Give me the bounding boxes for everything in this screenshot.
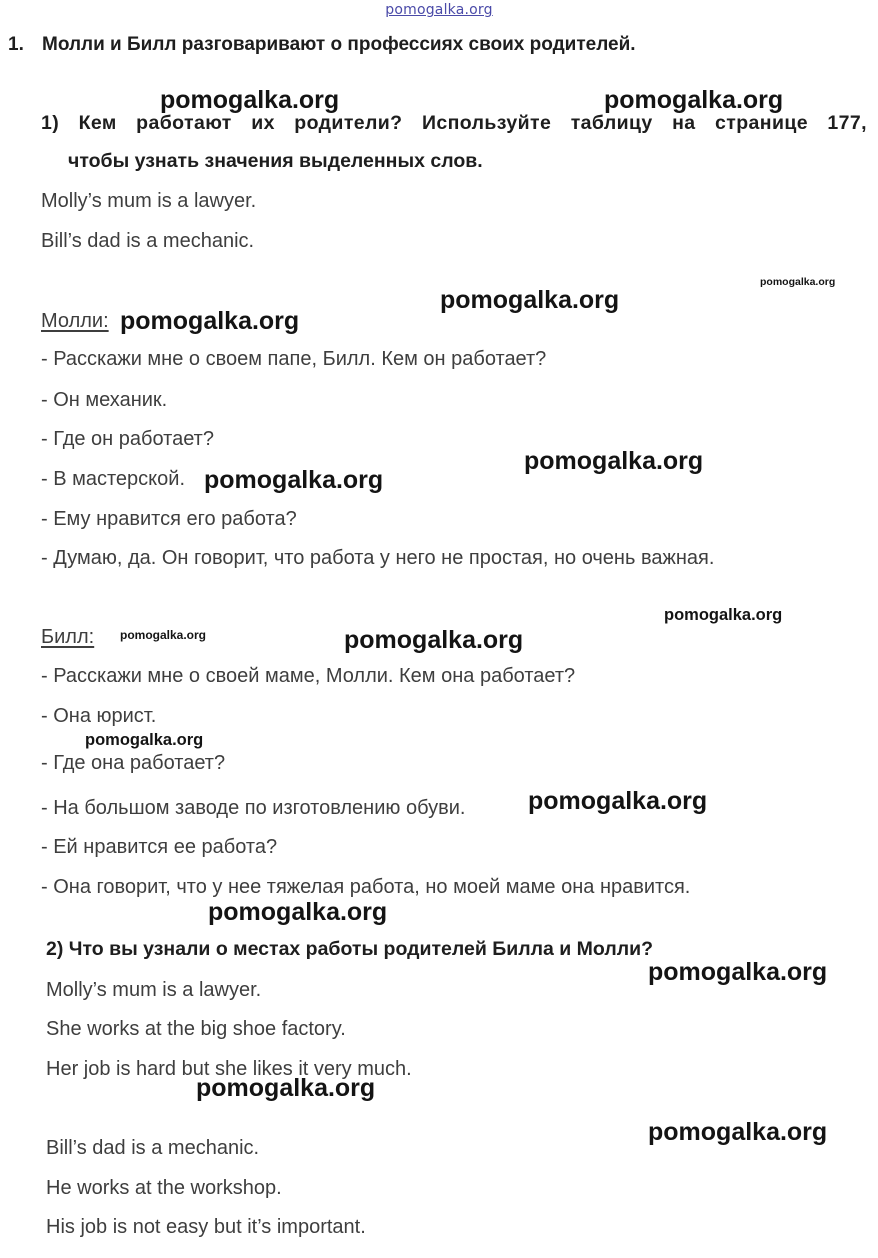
part1-answer-1: Molly’s mum is a lawyer. [41, 190, 257, 212]
watermark: pomogalka.org [440, 286, 620, 314]
molly-line-3: - Где он работает? [41, 428, 214, 450]
watermark: pomogalka.org [664, 606, 783, 624]
watermark: pomogalka.org [160, 86, 340, 114]
watermark: pomogalka.org [204, 466, 384, 494]
watermark: pomogalka.org [344, 626, 524, 654]
watermark: pomogalka.org [120, 628, 207, 642]
speaker-bill: Билл: [41, 626, 95, 648]
molly-line-1: - Расскажи мне о своем папе, Билл. Кем он работает? [41, 348, 547, 370]
watermark: pomogalka.org [604, 86, 784, 114]
watermark: pomogalka.org [648, 1118, 828, 1146]
watermark: pomogalka.org [208, 898, 388, 926]
part2-molly-line-2: She works at the big shoe factory. [46, 1018, 346, 1040]
part2-molly-line-3: Her job is hard but she likes it very much. [46, 1058, 412, 1080]
bill-line-5: - Ей нравится ее работа? [41, 836, 278, 858]
part2-bill-line-3: His job is not easy but it’s important. [46, 1216, 366, 1238]
part1-answer-2: Bill’s dad is a mechanic. [41, 230, 255, 252]
part2-bill-line-2: He works at the workshop. [46, 1177, 282, 1199]
bill-line-2: - Она юрист. [41, 705, 157, 727]
watermark: pomogalka.org [524, 447, 704, 475]
molly-line-5: - Ему нравится его работа? [41, 508, 297, 530]
site-header-link[interactable]: pomogalka.org [385, 2, 493, 18]
watermark: pomogalka.org [85, 731, 204, 749]
bill-line-1: - Расскажи мне о своей маме, Молли. Кем она работает? [41, 665, 576, 687]
watermark: pomogalka.org [528, 787, 708, 815]
part2-bill-line-1: Bill’s dad is a mechanic. [46, 1137, 260, 1159]
part1-question-line1: 1) Кем работают их родители? Используйте таблицу на странице 177, [41, 112, 867, 134]
molly-line-6: - Думаю, да. Он говорит, что работа у него не простая, но очень важная. [41, 547, 715, 569]
task-number: 1. [8, 34, 24, 55]
bill-line-6: - Она говорит, что у нее тяжелая работа, но моей маме она нравится. [41, 876, 691, 898]
part2-molly-line-1: Molly’s mum is a lawyer. [46, 979, 262, 1001]
watermark: pomogalka.org [196, 1074, 376, 1102]
watermark: pomogalka.org [760, 276, 836, 288]
molly-line-2: - Он механик. [41, 389, 168, 411]
speaker-molly: Молли: [41, 310, 109, 332]
part1-question-line2: чтобы узнать значения выделенных слов. [68, 150, 483, 172]
watermark: pomogalka.org [120, 307, 300, 335]
molly-line-4: - В мастерской. [41, 468, 185, 490]
part2-question: 2) Что вы узнали о местах работы родителей Билла и Молли? [46, 938, 654, 960]
watermark: pomogalka.org [648, 958, 828, 986]
bill-line-4: - На большом заводе по изготовлению обуви. [41, 797, 466, 819]
bill-line-3: - Где она работает? [41, 752, 226, 774]
task-title: Молли и Билл разговаривают о профессиях своих родителей. [42, 34, 636, 55]
